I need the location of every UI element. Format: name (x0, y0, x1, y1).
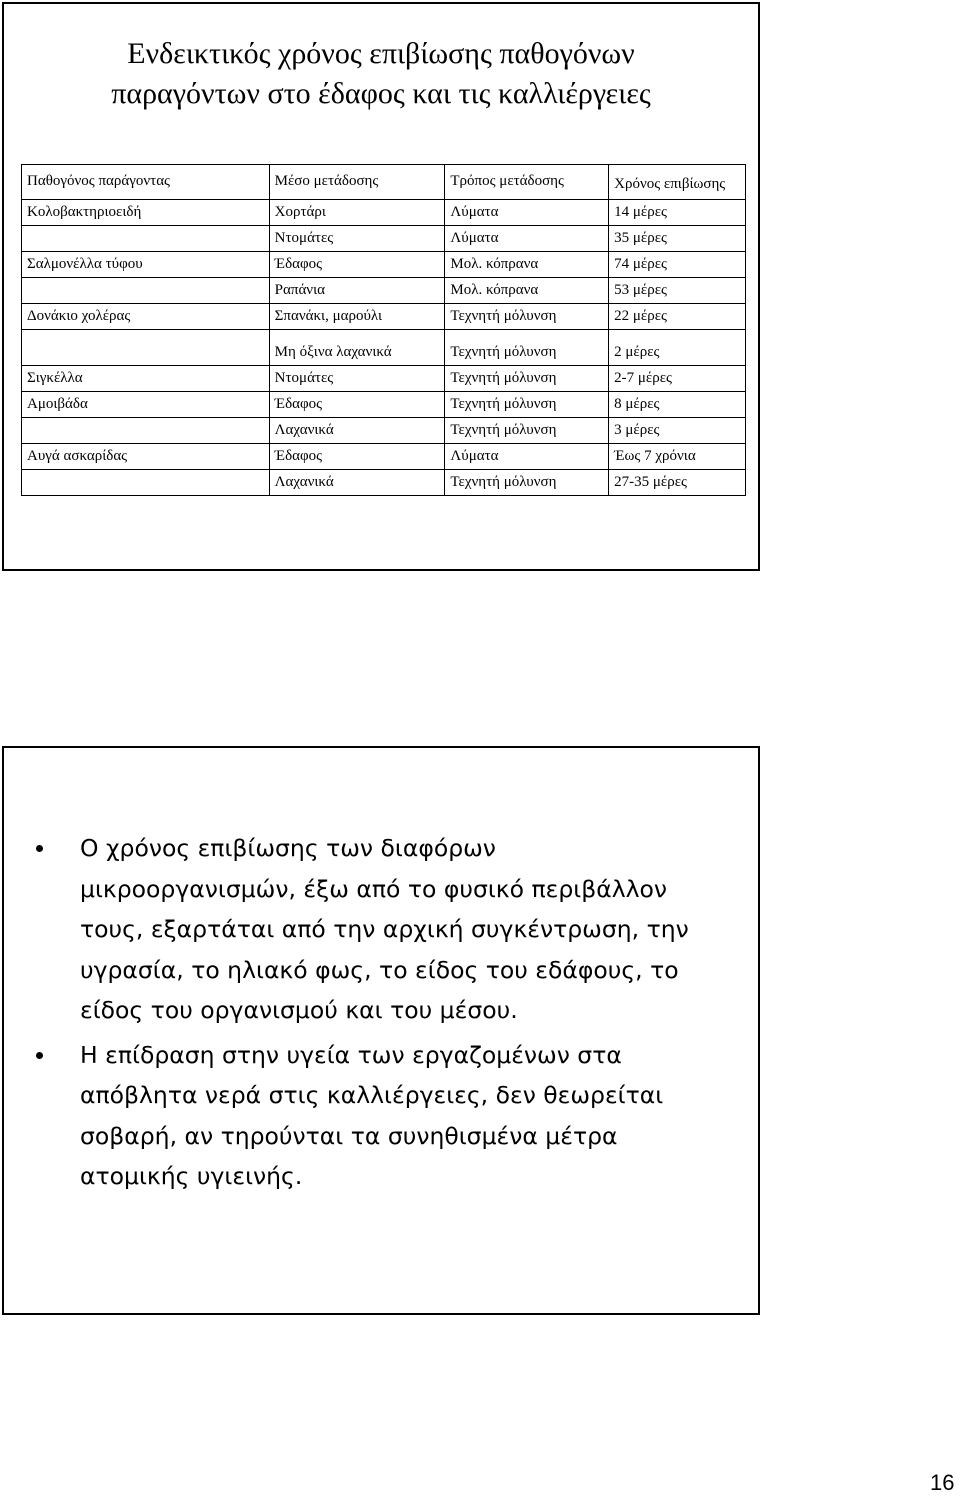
table-row (22, 418, 746, 444)
cell-medium: Έδαφος (269, 444, 445, 470)
table-header-row (22, 165, 746, 200)
cell-pathogen (22, 418, 270, 444)
cell-mode: Μολ. κόπρανα (445, 252, 609, 278)
cell-medium: Έδαφος (269, 392, 445, 418)
header-mode: Τρόπος μετάδοσης (445, 165, 609, 200)
cell-survival-time: 14 μέρες (609, 200, 746, 226)
cell-mode: Τεχνητή μόλυνση (445, 330, 609, 366)
table-row (22, 252, 746, 278)
cell-mode: Τεχνητή μόλυνση (445, 304, 609, 330)
table-row (22, 200, 746, 226)
table-row (22, 330, 746, 366)
cell-mode: Λύματα (445, 226, 609, 252)
cell-pathogen: Αμοιβάδα (22, 392, 270, 418)
bullet-text: Η επίδραση στην υγεία των εργαζομένων στα απόβλητα νερά στις καλλιέργειες, δεν θεωρείται σοβαρή, αν τηρούνται τα συνηθισμένα μέτρα ατομικής υγιεινής. (80, 1040, 664, 1190)
table-row (22, 278, 746, 304)
cell-pathogen (22, 226, 270, 252)
cell-mode: Τεχνητή μόλυνση (445, 418, 609, 444)
cell-pathogen (22, 278, 270, 304)
cell-medium: Ντομάτες (269, 226, 445, 252)
slide-2 (2, 746, 760, 1315)
cell-mode: Λύματα (445, 200, 609, 226)
cell-pathogen: Αυγά ασκαρίδας (22, 444, 270, 470)
cell-medium: Έδαφος (269, 252, 445, 278)
cell-medium: Χορτάρι (269, 200, 445, 226)
table-row (22, 444, 746, 470)
cell-medium: Ντομάτες (269, 366, 445, 392)
table-row (22, 392, 746, 418)
cell-mode: Μολ. κόπρανα (445, 278, 609, 304)
cell-medium: Λαχανικά (269, 418, 445, 444)
header-pathogen: Παθογόνος παράγοντας (22, 165, 270, 200)
table-row (22, 304, 746, 330)
survival-table (21, 164, 746, 496)
bullet-list (28, 828, 718, 1201)
bullet-dot-icon (36, 1052, 43, 1059)
cell-survival-time: 22 μέρες (609, 304, 746, 330)
cell-medium: Μη όξινα λαχανικά (269, 330, 445, 366)
slide-1 (2, 2, 760, 571)
bullet-text: Ο χρόνος επιβίωσης των διαφόρων μικροοργανισμών, έξω από το φυσικό περιβάλλον τους, εξαρτάται από την αρχική συγκέντρωση, την υγρασία, το ηλιακό φως, το είδος του εδάφους, το είδος του οργανισμού και του μέσου. (80, 834, 689, 1024)
cell-mode: Τεχνητή μόλυνση (445, 366, 609, 392)
cell-mode: Τεχνητή μόλυνση (445, 470, 609, 496)
slide-title-line-1: Ενδεικτικός χρόνος επιβίωσης παθογόνων (127, 37, 635, 70)
bullet-item (28, 828, 718, 1031)
header-survival-time: Χρόνος επιβίωσης (609, 165, 746, 200)
cell-pathogen (22, 470, 270, 496)
cell-medium: Ραπάνια (269, 278, 445, 304)
cell-pathogen: Δονάκιο χολέρας (22, 304, 270, 330)
table-row (22, 226, 746, 252)
cell-pathogen: Σιγκέλλα (22, 366, 270, 392)
cell-survival-time: 8 μέρες (609, 392, 746, 418)
cell-survival-time: 27-35 μέρες (609, 470, 746, 496)
bullet-dot-icon (36, 845, 43, 852)
cell-survival-time: 53 μέρες (609, 278, 746, 304)
bullet-item (28, 1035, 718, 1197)
table-row (22, 366, 746, 392)
cell-survival-time: 35 μέρες (609, 226, 746, 252)
cell-medium: Λαχανικά (269, 470, 445, 496)
slide-title-line-2: παραγόντων στο έδαφος και τις καλλιέργειες (111, 77, 651, 110)
cell-pathogen: Σαλμονέλλα τύφου (22, 252, 270, 278)
cell-mode: Τεχνητή μόλυνση (445, 392, 609, 418)
table-row (22, 470, 746, 496)
cell-survival-time: 3 μέρες (609, 418, 746, 444)
page-number: 16 (930, 1470, 955, 1495)
cell-survival-time: 74 μέρες (609, 252, 746, 278)
cell-medium: Σπανάκι, μαρούλι (269, 304, 445, 330)
cell-pathogen: Κολοβακτηριοειδή (22, 200, 270, 226)
header-medium: Μέσο μετάδοσης (269, 165, 445, 200)
cell-survival-time: 2-7 μέρες (609, 366, 746, 392)
cell-survival-time: Έως 7 χρόνια (609, 444, 746, 470)
cell-pathogen (22, 330, 270, 366)
cell-survival-time: 2 μέρες (609, 330, 746, 366)
cell-mode: Λύματα (445, 444, 609, 470)
slide-title (4, 34, 758, 114)
